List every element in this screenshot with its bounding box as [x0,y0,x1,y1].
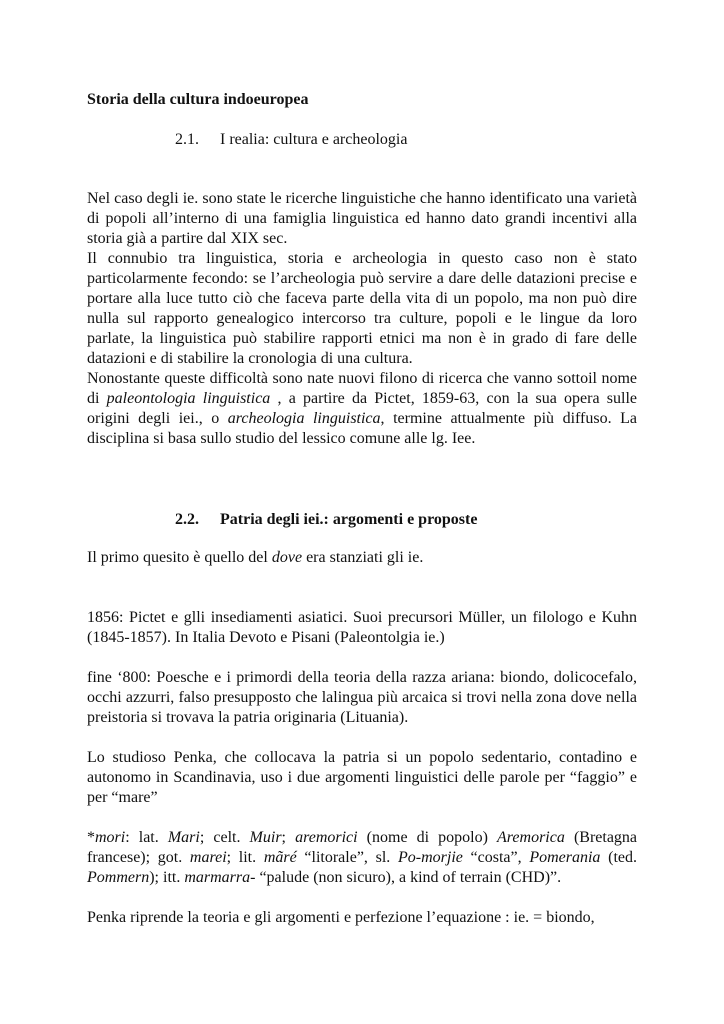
text-run: (Bretagna francese); got. [87,829,638,866]
italic-term: Po-morjie [397,849,463,866]
italic-term: marmarra [184,869,251,886]
italic-term: Pomerania [529,849,601,866]
section-heading-2-1 [175,130,637,150]
section-title: Patria degli iei.: argomenti e proposte [220,511,478,528]
text-run: - “palude (non sicuro), a kind of terrain (CHD)”. [250,869,562,886]
paragraph-text: Nel caso degli ie. sono state le ricerche linguistiche che hanno identificato una varietà di popoli all’interno di una famiglia linguistica ed hanno dato grandi incentivi alla storia già a partire dal XIX sec. [87,190,637,247]
text-run: ; celt. [199,829,250,846]
text-run: ); itt. [149,869,185,886]
text-run: “litorale”, sl. [296,849,398,866]
paragraph-mori [87,828,637,888]
text-run: era stanziati gli ie. [302,549,424,566]
text-run: ; lit. [226,849,264,866]
italic-term: Aremorica [497,829,565,846]
text-run: ; [281,829,296,846]
paragraph-text [87,370,637,447]
italic-term: Muir [249,829,282,846]
italic-term: paleontologia linguistica [106,390,271,407]
paragraph-text: Il connubio tra linguistica, storia e archeologia in questo caso non è stato particolarmente fecondo: se l’archeologia può servire a dare delle datazioni precise e portare alla luce tutto ciò che faceva parte della vita di un popolo, ma non può dire nulla sul rapporto genealogico intercorso tra culture, popoli e le lingue da loro parlate, la linguistica può stabilire rapporti etnici ma non è in grado di fare delle datazioni e di stabilire la cronologia di una cultura. [87,250,637,367]
italic-term: Mari [167,829,200,846]
section-heading-2-2 [175,510,637,530]
text-run: “costa”, [462,849,530,866]
text-run: * [87,829,95,846]
paragraph-penka-continued: Penka riprende la teoria e gli argomenti e perfezione l’equazione : ie. = biondo, [87,909,595,926]
text-run: (ted. [600,849,638,866]
italic-term: dove [271,549,303,566]
text-run: , termine attualmente più diffuso. La disciplina si basa sullo studio del lessico comune alle lg. Iee. [87,410,638,447]
italic-term: mãré [263,849,297,866]
section-number: 2.1. [175,131,199,148]
section-number: 2.2. [175,511,199,528]
paragraph-intro [87,189,637,449]
question-paragraph [87,548,637,568]
text-run: Il primo quesito è quello del [87,549,272,566]
paragraph-penka: Lo studioso Penka, che collocava la patria si un popolo sedentario, contadino e autonomo in Scandinavia, uso i due argomenti linguistici delle parole per “faggio” e per “mare” [87,749,637,806]
paragraph-1856: 1856: Pictet e glli insediamenti asiatici. Suoi precursori Müller, un filologo e Kuhn (1845-1857). In Italia Devoto e Pisani (Paleontolgia ie.) [87,609,637,646]
paragraph-fine-800: fine ‘800: Poesche e i primordi della teoria della razza ariana: biondo, dolicocefalo, occhi azzurri, falso presupposto che lalingua più arcaica si trovi nella zona dove nella preistoria si trovava la patria originaria (Lituania). [87,669,637,726]
text-run: (nome di popolo) [357,829,498,846]
text-run: , a partire da Pictet, 1859-63, con la sua opera sulle origini degli iei., o [87,390,638,427]
section-title: I realia: cultura e archeologia [220,131,408,148]
text-run: Nonostante queste difficoltà sono nate nuovi filono di ricerca che vanno sottoil nome di [87,370,637,407]
italic-term: archeologia linguistica [227,410,381,427]
text-run: : lat. [125,829,168,846]
italic-term: aremorici [295,829,358,846]
document-title: Storia della cultura indoeuropea [87,91,309,108]
italic-term: marei [189,849,227,866]
italic-term: mori [95,829,126,846]
italic-term: Pommern [87,869,150,886]
